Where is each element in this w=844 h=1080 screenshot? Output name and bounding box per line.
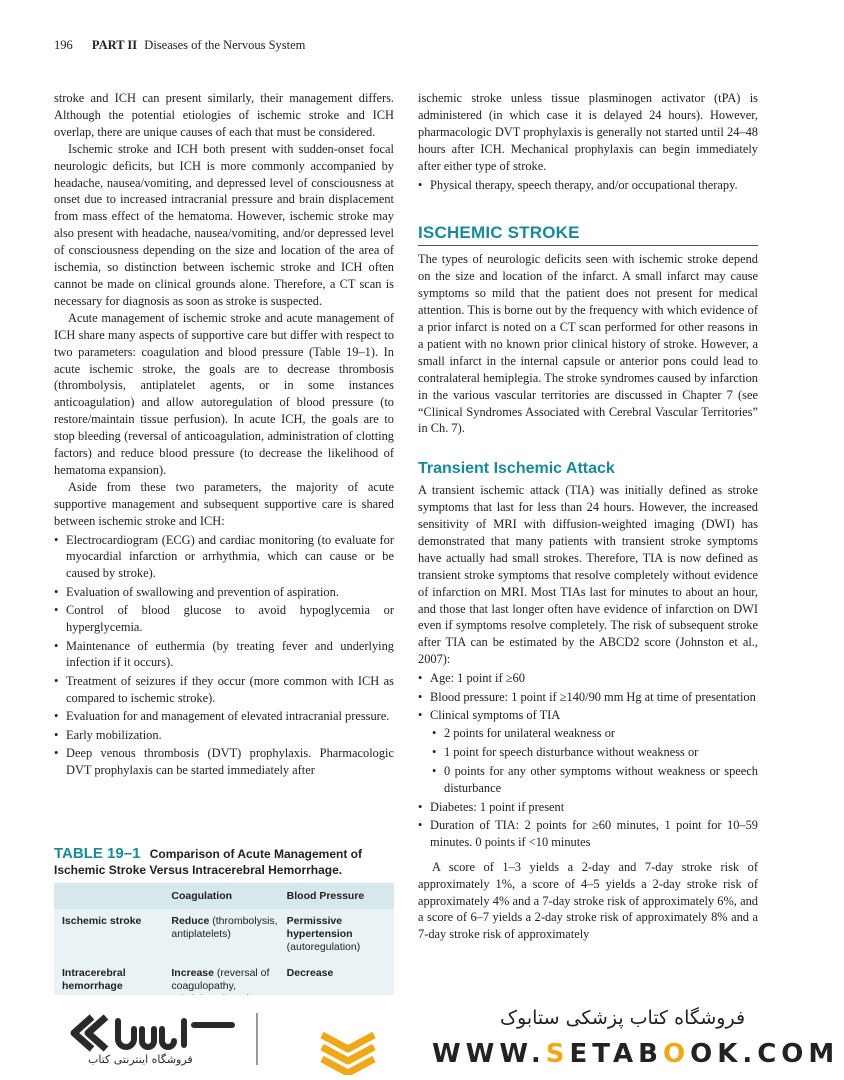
comparison-table: [54, 883, 394, 1013]
logo-tagline: فروشگاه اینترنتی کتاب: [88, 1053, 193, 1066]
watermark-footer: [0, 995, 844, 1080]
therapy-list: [418, 177, 758, 194]
paragraph: Acute management of ischemic stroke and acute management of ICH share many aspects of supportive care but differ with respect to two parameters: coagulation and blood pressure (Table 19–1). In acute ischemic stroke, the goals are to decrease thrombosis (thrombolysis, antiplatelet agents, or in some instances anticoagulation) and allow autoregulation of blood pressure (to restore/maintain tissue perfusion). In acute ICH, the goals are to stop bleeding (reversal of anticoagulation, administration of clotting factors) and reduce blood pressure (to decrease the likelihood of hematoma expansion).: [54, 310, 394, 477]
list-item: • Electrocardiogram (ECG) and cardiac monitoring (to evaluate for myocardial infarction or arrhythmia, which can cause or be caused by stroke).: [54, 532, 394, 583]
row-label: Intracerebral hemorrhage: [62, 967, 126, 992]
section-heading: ISCHEMIC STROKE: [418, 225, 758, 246]
list-item: • Evaluation of swallowing and prevention of aspiration.: [54, 584, 394, 601]
list-item: • 1 point for speech disturbance without weakness or: [430, 744, 758, 761]
coagulation-cell: Increase (reversal of coagulopathy,: [171, 967, 270, 992]
running-header: [54, 38, 305, 53]
table-caption: [54, 846, 394, 878]
coagulation-cell: Reduce (thrombolysis, antiplatelets): [171, 915, 278, 940]
website-url: WWW.SETABOOK.COM: [432, 1039, 840, 1069]
list-item: • Control of blood glucose to avoid hypoglycemia or hyperglycemia.: [54, 602, 394, 636]
table-number: TABLE 19–1: [54, 845, 141, 862]
list-item: • 2 points for unilateral weakness or: [430, 725, 758, 742]
list-item: • Blood pressure: 1 point if ≥140/90 mm Hg at time of presentation: [418, 689, 758, 706]
shop-name: فروشگاه کتاب پزشکی ستابوک: [500, 1007, 746, 1029]
list-item: • Age: 1 point if ≥60: [418, 670, 758, 687]
chevron-stack-icon: [318, 1031, 378, 1075]
supportive-care-list: [54, 532, 394, 779]
table-title: Comparison of Acute Management of Ischemic Stroke Versus Intracerebral Hemorrhage.: [54, 847, 363, 877]
header-title: Diseases of the Nervous System: [144, 38, 306, 52]
part-label: PART II: [91, 38, 138, 52]
row-label: Ischemic stroke: [62, 915, 142, 927]
list-item: • Treatment of seizures if they occur (more common with ICH as compared to ischemic stroke).: [54, 673, 394, 707]
list-item: • Evaluation for and management of elevated intracranial pressure.: [54, 708, 394, 725]
list-item: • 0 points for any other symptoms without weakness or speech disturbance: [430, 763, 758, 797]
paragraph: Ischemic stroke and ICH both present with sudden-onset focal neurologic deficits, but ICH is more commonly accompanied by headache, nausea/vomiting, and depressed level of consciousness at onset due to increased intracranial pressure and brain displacement from mass effect of the hematoma. However, ischemic stroke may also present with headache, nausea/vomiting, and/or depressed level of consciousness depending on the size and location of the area of ischemia, so distinction between ischemic stroke and ICH often cannot be made on clinical grounds alone. Therefore, a CT scan is necessary for diagnosis as soon as stroke is suspected.: [54, 141, 394, 308]
blood-pressure-cell: Permissive hypertension (autoregulation): [286, 915, 361, 953]
paragraph: A transient ischemic attack (TIA) was initially defined as stroke symptoms that last for less than 24 hours. However, the increased sensitivity of MRI with diffusion-weighted imaging (DWI) has demonstrated that many patients with transient stroke symptoms have actually had small strokes. Therefore, TIA is now defined as transient stroke symptoms that resolve completely without evidence of infarction on MRI. Most TIAs last for minutes to about an hour, and those that last longer often have evidence of infarction on DWI even if symptoms resolve completely. The risk of subsequent stroke after TIA can be estimated by the ABCD2 score (Johnston et al., 2007):: [418, 483, 758, 667]
list-item: • Maintenance of euthermia (by treating fever and underlying infection if it occurs).: [54, 638, 394, 672]
list-item: • Duration of TIA: 2 points for ≥60 minutes, 1 point for 10–59 minutes. 0 points if <10 minutes: [418, 817, 758, 851]
logo-wordmark-icon: [66, 1011, 246, 1055]
paragraph: A score of 1–3 yields a 2-day and 7-day stroke risk of approximately 1%, a score of 4–5 yields a 2-day stroke risk of approximately 4% and a 7-day stroke risk of approximately 6%, and a score of 6–7 yields a 2-day stroke risk of approximately 8% and a 7-day stroke risk of approximately: [418, 859, 758, 942]
blood-pressure-cell: Decrease: [286, 967, 334, 979]
paragraph: Aside from these two parameters, the majority of acute supportive management and subsequent supportive care is shared between ischemic stroke and ICH:: [54, 479, 394, 528]
logo-divider: [256, 1013, 258, 1065]
paragraph: stroke and ICH can present similarly, their management differs. Although the potential etiologies of ischemic stroke and ICH overlap, there are unique causes of each that must be considered.: [54, 91, 394, 139]
paragraph: The types of neurologic deficits seen with ischemic stroke depend on the size and location of the infarct. A small infarct may cause symptoms so mild that the patient does not present for medical attention. This is borne out by the frequency with which evidence of a prior infarct is noted on a CT scan performed for other reasons in a patient with no known prior clinical history of stroke. However, a small infarct in the internal capsule or anterior pons could lead to contralateral hemiplegia. The stroke syndromes caused by infarction in the various vascular territories are discussed in Chapter 7 (see “Clinical Syndromes Associated with Cerebral Vascular Territories” in Ch. 7).: [418, 252, 758, 436]
table-header-cell: Coagulation: [171, 889, 233, 902]
paragraph: ischemic stroke unless tissue plasminogen activator (tPA) is administered (in which case it is delayed 24 hours). However, pharmacologic DVT prophylaxis is generally not started until 24–48 hours after ICH. Mechanical prophylaxis can begin immediately after either type of stroke.: [418, 91, 758, 173]
list-item: • Clinical symptoms of TIA • 2 points for unilateral weakness or • 1 point for speech disturbance without weakness or • 0 points for any other symptoms without weakness or speech disturbance: [418, 707, 758, 797]
right-column: [418, 90, 758, 943]
table-header-cell: Blood Pressure: [286, 889, 365, 902]
table-row: [54, 909, 394, 961]
list-item: • Diabetes: 1 point if present: [418, 799, 758, 816]
setabook-logo: [66, 1011, 316, 1071]
list-item: • Early mobilization.: [54, 727, 394, 744]
table-header-row: [54, 883, 394, 909]
abcd2-list: [418, 670, 758, 851]
page-number: 196: [54, 38, 73, 52]
left-column: [54, 90, 394, 780]
clinical-symptoms-sublist: [430, 725, 758, 797]
subsection-heading: Transient Ischemic Attack: [418, 460, 615, 478]
list-item: • Deep venous thrombosis (DVT) prophylaxis. Pharmacologic DVT prophylaxis can be started immediately after: [54, 745, 394, 779]
list-item: • Physical therapy, speech therapy, and/or occupational therapy.: [418, 177, 758, 194]
